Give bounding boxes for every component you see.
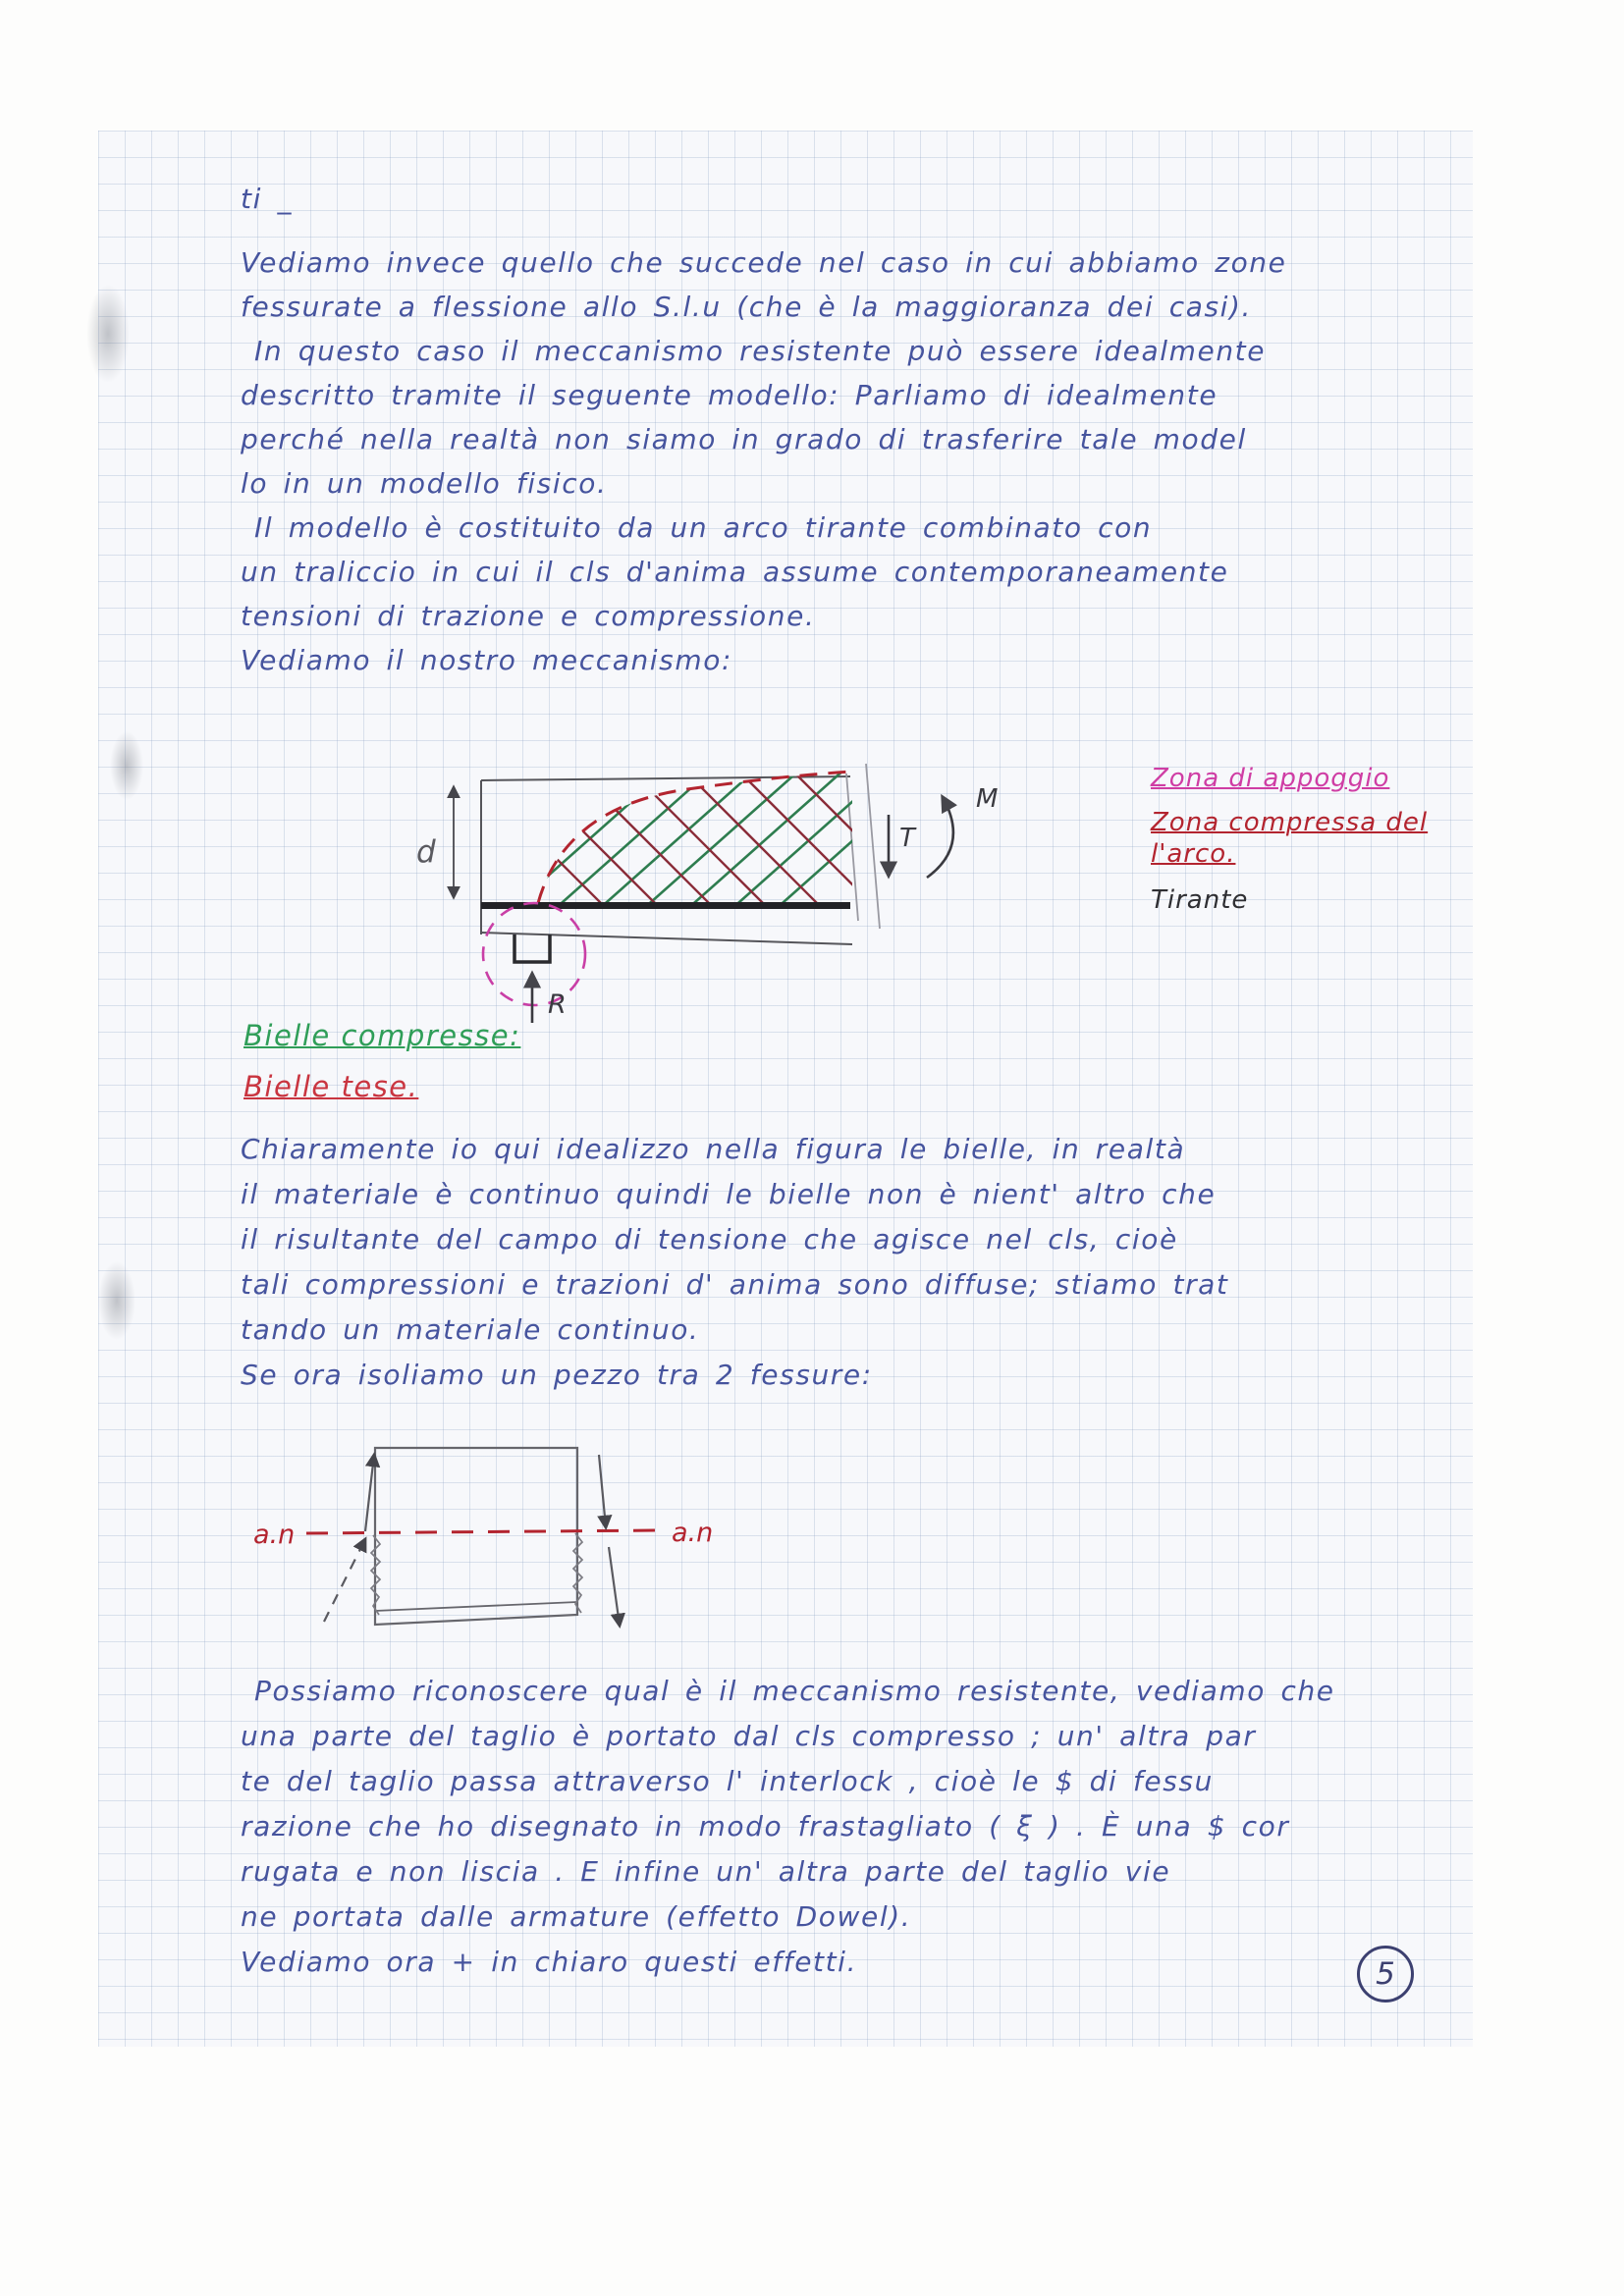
scan-smudge xyxy=(110,731,143,800)
support-plate xyxy=(514,934,550,962)
legend-tirante: Tirante xyxy=(1151,885,1249,915)
text-line: un traliccio in cui il cls d'anima assume contemporaneamente xyxy=(241,556,1229,588)
text-line: una parte del taglio è portato dal cls compresso ; un' altra par xyxy=(241,1720,1257,1752)
paragraph-2 xyxy=(241,1127,1229,1398)
text-line: Il modello è costituito da un arco tirante combinato con xyxy=(254,511,1153,544)
moment-arrow xyxy=(927,797,953,878)
text-line: fessurate a flessione allo S.l.u (che è la maggioranza dei casi). xyxy=(241,291,1253,323)
reaction-label: R xyxy=(548,989,567,1020)
text-line: razione che ho disegnato in modo frastagliato ( ξ ) . È una $ cor xyxy=(241,1810,1290,1842)
neutral-axis-line xyxy=(306,1530,660,1533)
scan-smudge xyxy=(86,285,130,383)
text-line: Vediamo il nostro meccanismo: xyxy=(241,644,733,676)
text-line: tali compressioni e trazioni d' anima sono diffuse; stiamo trat xyxy=(241,1268,1229,1301)
beam-right-edge-pencil xyxy=(846,764,880,929)
text-line: te del taglio passa attraverso l' interlock , cioè le $ di fessu xyxy=(241,1765,1214,1797)
page-number-badge xyxy=(1357,1946,1414,2002)
text-line: Chiaramente io qui idealizzo nella figura le bielle, in realtà xyxy=(241,1133,1186,1165)
bielle-compresse-hatch xyxy=(412,761,943,918)
text-line: rugata e non liscia . E infine un' altra parte del taglio vie xyxy=(241,1855,1171,1888)
bottom-reinforcement-line xyxy=(375,1602,577,1611)
text-line: Vediamo invece quello che succede nel caso in cui abbiamo zone xyxy=(241,246,1287,279)
text-line: In questo caso il meccanismo resistente può essere idealmente xyxy=(254,335,1267,367)
diagonal-dashed-arrow xyxy=(324,1539,365,1622)
text-line: il risultante del campo di tensione che agisce nel cls, cioè xyxy=(241,1223,1178,1255)
text-line: lo in un modello fisico. xyxy=(241,467,608,500)
text-line: il materiale è continuo quindi le bielle non è nient' altro che xyxy=(241,1178,1217,1210)
text-line: perché nella realtà non siamo in grado di trasferire tale model xyxy=(241,423,1247,455)
paragraph-3 xyxy=(241,1669,1335,1985)
bielle-compresse-caption: Bielle compresse: xyxy=(244,1019,521,1052)
arch-tie-beam-diagram xyxy=(393,741,1041,1045)
neutral-axis-label-right: a.n xyxy=(672,1518,714,1548)
legend-zona-appoggio: Zona di appoggio xyxy=(1151,764,1390,793)
text-line: ti _ xyxy=(241,183,294,215)
moment-label: M xyxy=(976,784,999,814)
text-line: tensioni di trazione e compressione. xyxy=(241,600,816,632)
right-down-arrow-lower xyxy=(609,1547,620,1626)
right-down-arrow-upper xyxy=(599,1455,606,1527)
crack-element-diagram xyxy=(226,1414,746,1679)
neutral-axis-label-left: a.n xyxy=(253,1520,296,1550)
zona-appoggio-circle xyxy=(483,903,585,1005)
text-line: descritto tramite il seguente modello: Parliamo di idealmente xyxy=(241,379,1218,411)
text-line: tando un materiale continuo. xyxy=(241,1313,700,1346)
page-number: 5 xyxy=(1376,1956,1395,1992)
scan-smudge xyxy=(98,1261,135,1340)
text-line: Se ora isoliamo un pezzo tra 2 fessure: xyxy=(241,1359,873,1391)
element-outline xyxy=(375,1448,577,1625)
legend-zona-compressa: Zona compressa del l'arco. xyxy=(1151,808,1429,869)
text-line: Possiamo riconoscere qual è il meccanismo resistente, vediamo che xyxy=(254,1675,1335,1707)
depth-label: d xyxy=(416,834,436,870)
diagram-legend xyxy=(1151,764,1504,915)
text-line: ne portata dalle armature (effetto Dowel). xyxy=(241,1900,912,1933)
bielle-tese-caption: Bielle tese. xyxy=(244,1070,419,1103)
text-line: Vediamo ora + in chiaro questi effetti. xyxy=(241,1946,858,1978)
paragraph-1 xyxy=(241,177,1286,682)
left-up-arrow xyxy=(365,1455,374,1531)
shear-label: T xyxy=(899,824,915,853)
